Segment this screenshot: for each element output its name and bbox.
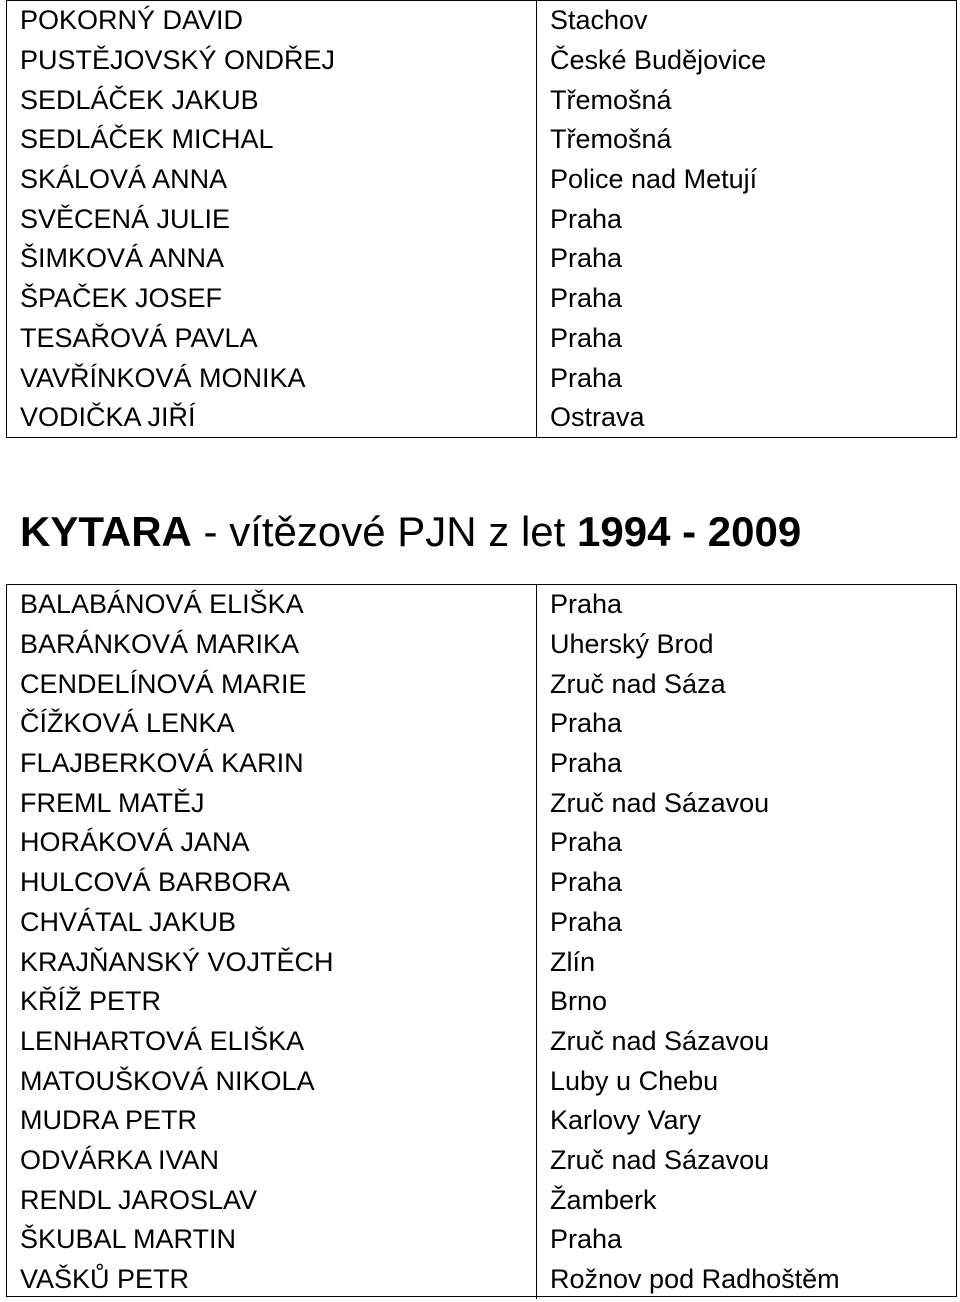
heading-instrument: KYTARA [20, 508, 192, 555]
cell-city: Praha [550, 867, 623, 898]
table-row [7, 664, 956, 704]
table-row [7, 744, 956, 784]
table-row [7, 160, 956, 200]
table-row [7, 199, 956, 239]
cell-name: SEDLÁČEK JAKUB [7, 80, 537, 120]
table-row [7, 1101, 956, 1141]
cell-name: ČÍŽKOVÁ LENKA [7, 704, 537, 744]
table-row [7, 319, 956, 359]
cell-name: ŠPAČEK JOSEF [7, 279, 537, 319]
cell-name: FLAJBERKOVÁ KARIN [7, 744, 537, 784]
cell-city: Praha [550, 827, 623, 858]
table-row [7, 1220, 956, 1260]
cell-city: Zruč nad Sáza [550, 668, 726, 699]
cell-city: Žamberk [550, 1184, 657, 1215]
cell-name: CENDELÍNOVÁ MARIE [7, 664, 537, 704]
cell-name: TESAŘOVÁ PAVLA [7, 319, 537, 359]
cell-name: VODIČKA JIŘÍ [7, 398, 537, 438]
heading-years: 1994 - 2009 [577, 508, 802, 555]
cell-name: KRAJŇANSKÝ VOJTĚCH [7, 942, 537, 982]
table-row [7, 704, 956, 744]
cell-city: Praha [550, 362, 623, 393]
cell-city: Praha [550, 748, 623, 779]
table-guitar-winners [6, 584, 957, 1297]
cell-city: Praha [550, 906, 623, 937]
cell-name: PUSTĚJOVSKÝ ONDŘEJ [7, 41, 537, 81]
cell-city: Zruč nad Sázavou [550, 1025, 770, 1056]
table-row [7, 823, 956, 863]
table-row [7, 398, 956, 438]
cell-city: Rožnov pod Radhoštěm [550, 1264, 840, 1295]
table-row [7, 120, 956, 160]
cell-city: Zlín [550, 946, 596, 977]
cell-city: Třemošná [550, 84, 672, 115]
cell-city: Praha [550, 708, 623, 739]
table-row [7, 903, 956, 943]
cell-name: VAŠKŮ PETR [7, 1260, 537, 1300]
table-row [7, 1022, 956, 1062]
table-previous-winners [6, 0, 957, 438]
cell-name: ŠIMKOVÁ ANNA [7, 239, 537, 279]
cell-city: Luby u Chebu [550, 1065, 719, 1096]
table-row [7, 585, 956, 625]
table-row [7, 1260, 956, 1300]
section-heading [20, 508, 801, 556]
cell-city: Praha [550, 243, 623, 274]
cell-city: Zruč nad Sázavou [550, 1144, 770, 1175]
cell-name: SKÁLOVÁ ANNA [7, 160, 537, 200]
cell-name: BARÁNKOVÁ MARIKA [7, 625, 537, 665]
cell-name: KŘÍŽ PETR [7, 982, 537, 1022]
table-row [7, 358, 956, 398]
cell-city: Brno [550, 986, 608, 1017]
cell-city: Ostrava [550, 402, 645, 433]
cell-name: ODVÁRKA IVAN [7, 1141, 537, 1181]
table-row [7, 279, 956, 319]
cell-city: Praha [550, 283, 623, 314]
table-row [7, 41, 956, 81]
cell-city: Praha [550, 589, 623, 620]
heading-text: - vítězové PJN z let [191, 508, 578, 555]
cell-name: SVĚCENÁ JULIE [7, 199, 537, 239]
table-row [7, 1061, 956, 1101]
table-row [7, 783, 956, 823]
cell-name: CHVÁTAL JAKUB [7, 903, 537, 943]
cell-city: Karlovy Vary [550, 1105, 702, 1136]
table-row [7, 239, 956, 279]
cell-name: MATOUŠKOVÁ NIKOLA [7, 1061, 537, 1101]
cell-name: SEDLÁČEK MICHAL [7, 120, 537, 160]
cell-city: Praha [550, 1224, 623, 1255]
table-row [7, 625, 956, 665]
table-row [7, 80, 956, 120]
cell-city: Zruč nad Sázavou [550, 787, 770, 818]
cell-name: ŠKUBAL MARTIN [7, 1220, 537, 1260]
cell-name: HULCOVÁ BARBORA [7, 863, 537, 903]
cell-name: VAVŘÍNKOVÁ MONIKA [7, 358, 537, 398]
cell-city: Stachov [550, 5, 648, 36]
table-row [7, 1, 956, 41]
cell-name: POKORNÝ DAVID [7, 1, 537, 41]
table-row [7, 942, 956, 982]
cell-name: RENDL JAROSLAV [7, 1180, 537, 1220]
cell-city: České Budějovice [550, 45, 767, 76]
cell-name: MUDRA PETR [7, 1101, 537, 1141]
cell-city: Police nad Metují [550, 164, 758, 195]
table-row [7, 982, 956, 1022]
cell-name: HORÁKOVÁ JANA [7, 823, 537, 863]
table-row [7, 1180, 956, 1220]
cell-name: BALABÁNOVÁ ELIŠKA [7, 585, 537, 625]
cell-name: LENHARTOVÁ ELIŠKA [7, 1022, 537, 1062]
cell-city: Třemošná [550, 124, 672, 155]
cell-city: Praha [550, 203, 623, 234]
cell-name: FREML MATĚJ [7, 783, 537, 823]
cell-city: Praha [550, 322, 623, 353]
table-row [7, 1141, 956, 1181]
table-row [7, 863, 956, 903]
cell-city: Uherský Brod [550, 629, 714, 660]
